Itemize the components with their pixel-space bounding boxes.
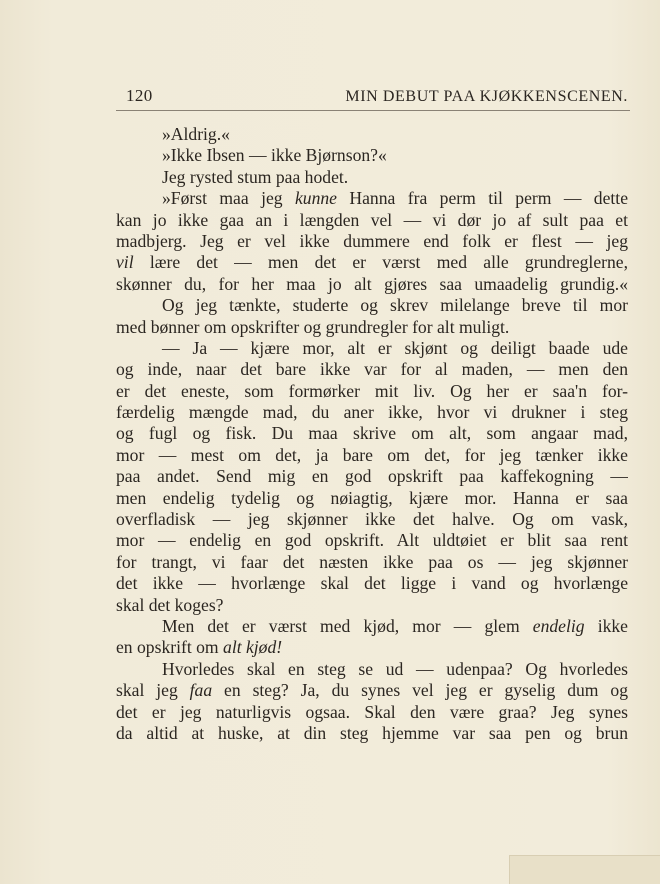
text-line: overfladisk — jeg skjønner ikke det halve. Og om vask,: [116, 509, 628, 530]
text-line: og inde, naar det bare ikke var for al maden, — men den: [116, 359, 628, 380]
emphasis: alt kjød!: [223, 637, 283, 658]
text-line: kan jo ikke gaa an i længden vel — vi dør jo af sult paa et: [116, 209, 628, 230]
text-line: mor — endelig en god opskrift. Alt uldtøiet er blit saa rent: [116, 530, 628, 551]
emphasis: kunne: [294, 188, 337, 209]
text-line: »Aldrig.«: [162, 124, 230, 144]
text-run: lære det — men det er værst med alle grundreglerne,: [133, 252, 628, 273]
emphasis: endelig: [532, 615, 585, 636]
text-run: ikke: [584, 615, 628, 636]
emphasis: faa: [189, 680, 213, 701]
text-line: Og jeg tænkte, studerte og skrev milelange breve til mor: [162, 295, 628, 316]
text-run: en opskrift om: [116, 637, 224, 658]
text-run: en steg? Ja, du synes vel jeg er gyselig dum og: [212, 680, 628, 701]
text-line: for trangt, vi faar det næsten ikke paa os — jeg skjønner: [116, 551, 628, 572]
text-line: skal det koges?: [116, 594, 224, 615]
text-line: da altid at huske, at din steg hjemme var saa pen og brun: [116, 722, 628, 743]
page-header: [116, 84, 630, 111]
text-line: Jeg rysted stum paa hodet.: [162, 166, 349, 187]
text-line: det ikke — hvorlænge skal det ligge i vand og hvorlænge: [116, 573, 628, 594]
text-line: madbjerg. Jeg er vel ikke dummere end folk er flest — jeg: [116, 230, 628, 251]
page-number: 120: [126, 86, 153, 105]
text-line: mor — mest om det, ja bare om det, for jeg tænker ikke: [116, 444, 628, 465]
text-run: skal jeg: [116, 680, 190, 701]
text-line: men endelig tydelig og nøiagtig, kjære mor. Hanna er saa: [116, 487, 628, 508]
emphasis: vil: [116, 252, 134, 273]
text-line: med bønner om opskrifter og grundregler for alt muligt.: [116, 316, 510, 337]
text-run: »Først maa jeg: [162, 188, 295, 209]
running-title: MIN DEBUT PAA KJØKKENSCENEN.: [345, 88, 628, 105]
text-line: skønner du, for her maa jo alt gjøres saa umaadelig grundig.«: [116, 273, 628, 294]
text-line: det er jeg naturligvis ogsaa. Skal den være graa? Jeg synes: [116, 701, 628, 722]
body-text: [116, 124, 628, 744]
text-line: [116, 680, 628, 701]
text-line: Hvorledes skal en steg se ud — udenpaa? Og hvorledes: [162, 658, 628, 679]
text-line: [116, 637, 628, 658]
text-line: færdelig mængde mad, du aner ikke, hvor vi drukner i steg: [116, 402, 628, 423]
page-corner: [509, 855, 660, 884]
text-line: og fugl og fisk. Du maa skrive om alt, som angaar mad,: [116, 423, 628, 444]
text-run: Hanna fra perm til perm — dette: [337, 188, 628, 209]
text-line: [116, 616, 628, 637]
text-line: — Ja — kjære mor, alt er skjønt og deiligt baade ude: [162, 337, 628, 358]
text-line: paa andet. Send mig en god opskrift paa kaffekogning —: [116, 466, 628, 487]
text-line: [116, 252, 628, 273]
text-line: [116, 188, 628, 209]
text-line: »Ikke Ibsen — ikke Bjørnson?«: [162, 145, 387, 166]
text-line: er det eneste, som formørker mit liv. Og her er saa'n for-: [116, 380, 628, 401]
text-run: Men det er værst med kjød, mor — glem: [162, 615, 533, 636]
